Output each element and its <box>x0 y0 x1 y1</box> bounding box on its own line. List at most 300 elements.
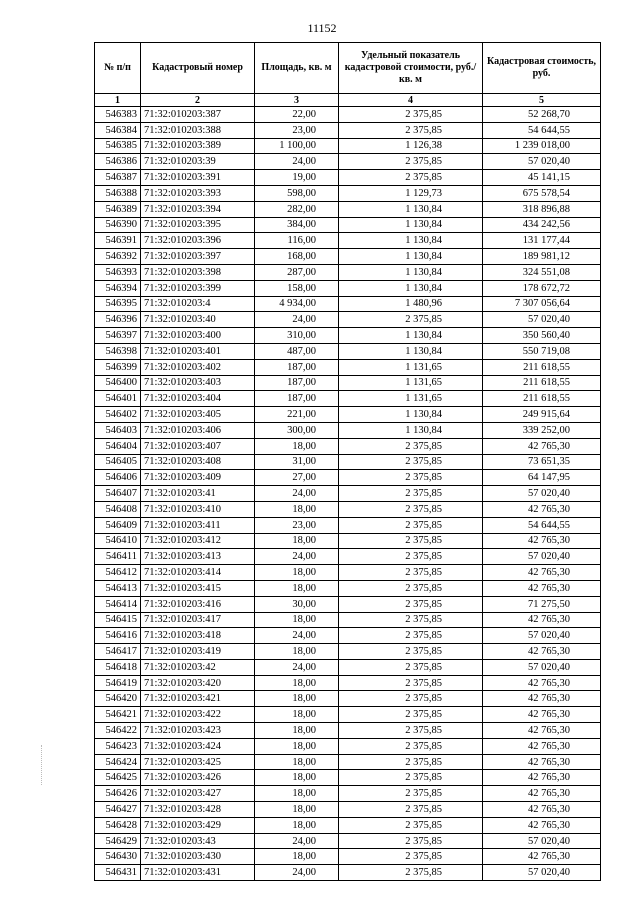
area-cell: 24,00 <box>255 549 339 565</box>
table-row <box>95 802 601 818</box>
column-number: 3 <box>255 94 339 107</box>
unit-value-cell: 2 375,85 <box>339 154 483 170</box>
table-row <box>95 249 601 265</box>
cadastral-number-cell: 71:32:010203:408 <box>141 454 255 470</box>
row-index-cell: 546407 <box>95 486 141 502</box>
cadastral-number-cell: 71:32:010203:403 <box>141 375 255 391</box>
cadastral-value-cell: 54 644,55 <box>483 517 601 533</box>
area-cell: 168,00 <box>255 249 339 265</box>
area-cell: 187,00 <box>255 359 339 375</box>
row-index-cell: 546386 <box>95 154 141 170</box>
area-cell: 24,00 <box>255 833 339 849</box>
area-cell: 18,00 <box>255 817 339 833</box>
cadastral-value-cell: 339 252,00 <box>483 422 601 438</box>
cadastral-value-cell: 42 765,30 <box>483 501 601 517</box>
area-cell: 187,00 <box>255 375 339 391</box>
unit-value-cell: 2 375,85 <box>339 533 483 549</box>
cadastral-value-cell: 211 618,55 <box>483 375 601 391</box>
row-index-cell: 546406 <box>95 470 141 486</box>
row-index-cell: 546421 <box>95 707 141 723</box>
table-row <box>95 738 601 754</box>
area-cell: 18,00 <box>255 533 339 549</box>
unit-value-cell: 1 130,84 <box>339 233 483 249</box>
area-cell: 487,00 <box>255 343 339 359</box>
row-index-cell: 546401 <box>95 391 141 407</box>
table-row <box>95 328 601 344</box>
cadastral-value-cell: 249 915,64 <box>483 407 601 423</box>
row-index-cell: 546390 <box>95 217 141 233</box>
unit-value-cell: 1 130,84 <box>339 328 483 344</box>
area-cell: 310,00 <box>255 328 339 344</box>
table-row <box>95 628 601 644</box>
unit-value-cell: 1 130,84 <box>339 343 483 359</box>
area-cell: 282,00 <box>255 201 339 217</box>
row-index-cell: 546418 <box>95 659 141 675</box>
cadastral-value-cell: 52 268,70 <box>483 107 601 123</box>
cadastral-value-cell: 131 177,44 <box>483 233 601 249</box>
page-number: 11152 <box>307 21 337 35</box>
area-cell: 18,00 <box>255 707 339 723</box>
column-number: 5 <box>483 94 601 107</box>
unit-value-cell: 2 375,85 <box>339 612 483 628</box>
header-index: № п/п <box>95 43 141 94</box>
margin-mark <box>41 745 43 785</box>
table-row <box>95 580 601 596</box>
cadastral-number-cell: 71:32:010203:430 <box>141 849 255 865</box>
area-cell: 31,00 <box>255 454 339 470</box>
cadastral-number-cell: 71:32:010203:395 <box>141 217 255 233</box>
cadastral-value-cell: 42 765,30 <box>483 644 601 660</box>
cadastral-number-cell: 71:32:010203:417 <box>141 612 255 628</box>
column-number: 1 <box>95 94 141 107</box>
column-number-row <box>95 94 601 107</box>
cadastral-number-cell: 71:32:010203:401 <box>141 343 255 359</box>
table-row <box>95 833 601 849</box>
header-row <box>95 43 601 94</box>
cadastral-value-cell: 42 765,30 <box>483 580 601 596</box>
cadastral-number-cell: 71:32:010203:389 <box>141 138 255 154</box>
area-cell: 18,00 <box>255 438 339 454</box>
unit-value-cell: 2 375,85 <box>339 580 483 596</box>
table-row <box>95 201 601 217</box>
table-row <box>95 233 601 249</box>
cadastral-number-cell: 71:32:010203:388 <box>141 122 255 138</box>
cadastral-number-cell: 71:32:010203:428 <box>141 802 255 818</box>
row-index-cell: 546430 <box>95 849 141 865</box>
unit-value-cell: 2 375,85 <box>339 170 483 186</box>
table-row <box>95 675 601 691</box>
table-row <box>95 185 601 201</box>
table-row <box>95 770 601 786</box>
cadastral-value-cell: 71 275,50 <box>483 596 601 612</box>
table-row <box>95 217 601 233</box>
row-index-cell: 546427 <box>95 802 141 818</box>
cadastral-number-cell: 71:32:010203:402 <box>141 359 255 375</box>
area-cell: 18,00 <box>255 565 339 581</box>
cadastral-number-cell: 71:32:010203:422 <box>141 707 255 723</box>
cadastral-value-cell: 42 765,30 <box>483 707 601 723</box>
row-index-cell: 546385 <box>95 138 141 154</box>
cadastral-value-cell: 42 765,30 <box>483 723 601 739</box>
row-index-cell: 546426 <box>95 786 141 802</box>
table-row <box>95 391 601 407</box>
unit-value-cell: 2 375,85 <box>339 470 483 486</box>
area-cell: 23,00 <box>255 122 339 138</box>
area-cell: 22,00 <box>255 107 339 123</box>
cadastral-value-cell: 189 981,12 <box>483 249 601 265</box>
cadastral-number-cell: 71:32:010203:426 <box>141 770 255 786</box>
unit-value-cell: 2 375,85 <box>339 833 483 849</box>
cadastral-value-cell: 57 020,40 <box>483 154 601 170</box>
cadastral-number-cell: 71:32:010203:404 <box>141 391 255 407</box>
row-index-cell: 546404 <box>95 438 141 454</box>
cadastral-value-cell: 42 765,30 <box>483 533 601 549</box>
area-cell: 116,00 <box>255 233 339 249</box>
table-body <box>95 107 601 881</box>
table-row <box>95 754 601 770</box>
area-cell: 18,00 <box>255 849 339 865</box>
column-number: 2 <box>141 94 255 107</box>
cadastral-value-cell: 57 020,40 <box>483 865 601 881</box>
row-index-cell: 546398 <box>95 343 141 359</box>
cadastral-number-cell: 71:32:010203:419 <box>141 644 255 660</box>
area-cell: 18,00 <box>255 754 339 770</box>
row-index-cell: 546399 <box>95 359 141 375</box>
row-index-cell: 546387 <box>95 170 141 186</box>
row-index-cell: 546396 <box>95 312 141 328</box>
unit-value-cell: 1 480,96 <box>339 296 483 312</box>
table-row <box>95 865 601 881</box>
row-index-cell: 546400 <box>95 375 141 391</box>
cadastral-number-cell: 71:32:010203:41 <box>141 486 255 502</box>
cadastral-number-cell: 71:32:010203:420 <box>141 675 255 691</box>
area-cell: 19,00 <box>255 170 339 186</box>
cadastral-value-cell: 318 896,88 <box>483 201 601 217</box>
cadastral-value-cell: 7 307 056,64 <box>483 296 601 312</box>
unit-value-cell: 2 375,85 <box>339 517 483 533</box>
table-row <box>95 501 601 517</box>
unit-value-cell: 2 375,85 <box>339 675 483 691</box>
area-cell: 18,00 <box>255 723 339 739</box>
table-row <box>95 296 601 312</box>
table-row <box>95 264 601 280</box>
cadastral-number-cell: 71:32:010203:424 <box>141 738 255 754</box>
table-row <box>95 170 601 186</box>
area-cell: 4 934,00 <box>255 296 339 312</box>
row-index-cell: 546414 <box>95 596 141 612</box>
row-index-cell: 546383 <box>95 107 141 123</box>
unit-value-cell: 1 130,84 <box>339 407 483 423</box>
cadastral-table <box>94 42 601 881</box>
row-index-cell: 546422 <box>95 723 141 739</box>
cadastral-number-cell: 71:32:010203:387 <box>141 107 255 123</box>
column-number: 4 <box>339 94 483 107</box>
table-row <box>95 122 601 138</box>
table-row <box>95 549 601 565</box>
cadastral-value-cell: 57 020,40 <box>483 549 601 565</box>
table-row <box>95 723 601 739</box>
cadastral-value-cell: 675 578,54 <box>483 185 601 201</box>
cadastral-value-cell: 42 765,30 <box>483 849 601 865</box>
row-index-cell: 546429 <box>95 833 141 849</box>
cadastral-number-cell: 71:32:010203:409 <box>141 470 255 486</box>
cadastral-value-cell: 42 765,30 <box>483 675 601 691</box>
cadastral-value-cell: 57 020,40 <box>483 628 601 644</box>
unit-value-cell: 2 375,85 <box>339 817 483 833</box>
table-row <box>95 454 601 470</box>
cadastral-number-cell: 71:32:010203:418 <box>141 628 255 644</box>
table-row <box>95 486 601 502</box>
row-index-cell: 546408 <box>95 501 141 517</box>
cadastral-number-cell: 71:32:010203:4 <box>141 296 255 312</box>
cadastral-number-cell: 71:32:010203:414 <box>141 565 255 581</box>
table-row <box>95 407 601 423</box>
cadastral-number-cell: 71:32:010203:396 <box>141 233 255 249</box>
area-cell: 24,00 <box>255 312 339 328</box>
cadastral-number-cell: 71:32:010203:412 <box>141 533 255 549</box>
area-cell: 30,00 <box>255 596 339 612</box>
cadastral-value-cell: 178 672,72 <box>483 280 601 296</box>
unit-value-cell: 2 375,85 <box>339 107 483 123</box>
cadastral-value-cell: 54 644,55 <box>483 122 601 138</box>
unit-value-cell: 2 375,85 <box>339 659 483 675</box>
row-index-cell: 546419 <box>95 675 141 691</box>
header-cadastral-number: Кадастровый номер <box>141 43 255 94</box>
row-index-cell: 546394 <box>95 280 141 296</box>
row-index-cell: 546391 <box>95 233 141 249</box>
table-row <box>95 596 601 612</box>
row-index-cell: 546416 <box>95 628 141 644</box>
table-row <box>95 359 601 375</box>
row-index-cell: 546412 <box>95 565 141 581</box>
area-cell: 18,00 <box>255 580 339 596</box>
table-row <box>95 644 601 660</box>
cadastral-value-cell: 42 765,30 <box>483 770 601 786</box>
cadastral-value-cell: 57 020,40 <box>483 659 601 675</box>
area-cell: 24,00 <box>255 628 339 644</box>
table-row <box>95 707 601 723</box>
row-index-cell: 546431 <box>95 865 141 881</box>
cadastral-value-cell: 45 141,15 <box>483 170 601 186</box>
cadastral-value-cell: 42 765,30 <box>483 738 601 754</box>
unit-value-cell: 1 131,65 <box>339 375 483 391</box>
cadastral-number-cell: 71:32:010203:398 <box>141 264 255 280</box>
table-row <box>95 691 601 707</box>
cadastral-number-cell: 71:32:010203:393 <box>141 185 255 201</box>
unit-value-cell: 2 375,85 <box>339 486 483 502</box>
area-cell: 287,00 <box>255 264 339 280</box>
unit-value-cell: 2 375,85 <box>339 754 483 770</box>
cadastral-value-cell: 42 765,30 <box>483 817 601 833</box>
row-index-cell: 546423 <box>95 738 141 754</box>
area-cell: 18,00 <box>255 675 339 691</box>
unit-value-cell: 1 129,73 <box>339 185 483 201</box>
table-row <box>95 154 601 170</box>
area-cell: 598,00 <box>255 185 339 201</box>
row-index-cell: 546402 <box>95 407 141 423</box>
row-index-cell: 546428 <box>95 817 141 833</box>
cadastral-number-cell: 71:32:010203:425 <box>141 754 255 770</box>
table-row <box>95 517 601 533</box>
table-row <box>95 470 601 486</box>
area-cell: 18,00 <box>255 501 339 517</box>
area-cell: 18,00 <box>255 786 339 802</box>
cadastral-value-cell: 42 765,30 <box>483 754 601 770</box>
row-index-cell: 546415 <box>95 612 141 628</box>
cadastral-number-cell: 71:32:010203:397 <box>141 249 255 265</box>
unit-value-cell: 1 130,84 <box>339 280 483 296</box>
unit-value-cell: 2 375,85 <box>339 565 483 581</box>
unit-value-cell: 2 375,85 <box>339 849 483 865</box>
header-area: Площадь, кв. м <box>255 43 339 94</box>
cadastral-value-cell: 57 020,40 <box>483 486 601 502</box>
cadastral-number-cell: 71:32:010203:406 <box>141 422 255 438</box>
unit-value-cell: 2 375,85 <box>339 628 483 644</box>
table-row <box>95 565 601 581</box>
row-index-cell: 546403 <box>95 422 141 438</box>
row-index-cell: 546425 <box>95 770 141 786</box>
cadastral-number-cell: 71:32:010203:427 <box>141 786 255 802</box>
area-cell: 23,00 <box>255 517 339 533</box>
cadastral-value-cell: 211 618,55 <box>483 359 601 375</box>
row-index-cell: 546388 <box>95 185 141 201</box>
cadastral-value-cell: 73 651,35 <box>483 454 601 470</box>
row-index-cell: 546410 <box>95 533 141 549</box>
cadastral-value-cell: 64 147,95 <box>483 470 601 486</box>
cadastral-value-cell: 434 242,56 <box>483 217 601 233</box>
cadastral-number-cell: 71:32:010203:415 <box>141 580 255 596</box>
row-index-cell: 546409 <box>95 517 141 533</box>
cadastral-number-cell: 71:32:010203:423 <box>141 723 255 739</box>
unit-value-cell: 2 375,85 <box>339 312 483 328</box>
area-cell: 384,00 <box>255 217 339 233</box>
area-cell: 24,00 <box>255 154 339 170</box>
unit-value-cell: 1 131,65 <box>339 391 483 407</box>
cadastral-number-cell: 71:32:010203:400 <box>141 328 255 344</box>
unit-value-cell: 1 130,84 <box>339 264 483 280</box>
cadastral-number-cell: 71:32:010203:413 <box>141 549 255 565</box>
table-row <box>95 312 601 328</box>
unit-value-cell: 2 375,85 <box>339 644 483 660</box>
table-row <box>95 438 601 454</box>
area-cell: 18,00 <box>255 770 339 786</box>
area-cell: 18,00 <box>255 691 339 707</box>
cadastral-number-cell: 71:32:010203:394 <box>141 201 255 217</box>
area-cell: 18,00 <box>255 612 339 628</box>
cadastral-number-cell: 71:32:010203:410 <box>141 501 255 517</box>
area-cell: 1 100,00 <box>255 138 339 154</box>
cadastral-number-cell: 71:32:010203:411 <box>141 517 255 533</box>
row-index-cell: 546420 <box>95 691 141 707</box>
unit-value-cell: 1 131,65 <box>339 359 483 375</box>
unit-value-cell: 1 130,84 <box>339 249 483 265</box>
unit-value-cell: 2 375,85 <box>339 738 483 754</box>
cadastral-number-cell: 71:32:010203:39 <box>141 154 255 170</box>
cadastral-number-cell: 71:32:010203:416 <box>141 596 255 612</box>
row-index-cell: 546413 <box>95 580 141 596</box>
row-index-cell: 546389 <box>95 201 141 217</box>
unit-value-cell: 2 375,85 <box>339 802 483 818</box>
unit-value-cell: 2 375,85 <box>339 501 483 517</box>
cadastral-number-cell: 71:32:010203:391 <box>141 170 255 186</box>
unit-value-cell: 2 375,85 <box>339 438 483 454</box>
header-cadastral-value: Кадастровая стоимость, руб. <box>483 43 601 94</box>
table-row <box>95 849 601 865</box>
row-index-cell: 546397 <box>95 328 141 344</box>
cadastral-value-cell: 42 765,30 <box>483 565 601 581</box>
unit-value-cell: 2 375,85 <box>339 707 483 723</box>
unit-value-cell: 2 375,85 <box>339 122 483 138</box>
unit-value-cell: 2 375,85 <box>339 770 483 786</box>
cadastral-number-cell: 71:32:010203:407 <box>141 438 255 454</box>
unit-value-cell: 2 375,85 <box>339 454 483 470</box>
row-index-cell: 546411 <box>95 549 141 565</box>
cadastral-number-cell: 71:32:010203:405 <box>141 407 255 423</box>
unit-value-cell: 2 375,85 <box>339 865 483 881</box>
cadastral-value-cell: 42 765,30 <box>483 612 601 628</box>
unit-value-cell: 1 130,84 <box>339 201 483 217</box>
cadastral-value-cell: 57 020,40 <box>483 833 601 849</box>
table-row <box>95 280 601 296</box>
cadastral-number-cell: 71:32:010203:43 <box>141 833 255 849</box>
cadastral-value-cell: 1 239 018,00 <box>483 138 601 154</box>
cadastral-value-cell: 57 020,40 <box>483 312 601 328</box>
cadastral-number-cell: 71:32:010203:40 <box>141 312 255 328</box>
table-row <box>95 138 601 154</box>
area-cell: 18,00 <box>255 738 339 754</box>
cadastral-value-cell: 42 765,30 <box>483 691 601 707</box>
cadastral-value-cell: 42 765,30 <box>483 438 601 454</box>
area-cell: 221,00 <box>255 407 339 423</box>
area-cell: 24,00 <box>255 659 339 675</box>
cadastral-value-cell: 42 765,30 <box>483 786 601 802</box>
table-row <box>95 533 601 549</box>
cadastral-number-cell: 71:32:010203:429 <box>141 817 255 833</box>
row-index-cell: 546424 <box>95 754 141 770</box>
area-cell: 300,00 <box>255 422 339 438</box>
cadastral-number-cell: 71:32:010203:399 <box>141 280 255 296</box>
table-row <box>95 375 601 391</box>
unit-value-cell: 2 375,85 <box>339 596 483 612</box>
unit-value-cell: 2 375,85 <box>339 723 483 739</box>
cadastral-value-cell: 42 765,30 <box>483 802 601 818</box>
cadastral-value-cell: 324 551,08 <box>483 264 601 280</box>
table-row <box>95 612 601 628</box>
area-cell: 18,00 <box>255 802 339 818</box>
area-cell: 24,00 <box>255 865 339 881</box>
row-index-cell: 546393 <box>95 264 141 280</box>
cadastral-value-cell: 211 618,55 <box>483 391 601 407</box>
row-index-cell: 546395 <box>95 296 141 312</box>
unit-value-cell: 2 375,85 <box>339 691 483 707</box>
table-row <box>95 786 601 802</box>
unit-value-cell: 1 130,84 <box>339 422 483 438</box>
area-cell: 187,00 <box>255 391 339 407</box>
row-index-cell: 546392 <box>95 249 141 265</box>
area-cell: 18,00 <box>255 644 339 660</box>
area-cell: 24,00 <box>255 486 339 502</box>
unit-value-cell: 2 375,85 <box>339 549 483 565</box>
table-row <box>95 422 601 438</box>
unit-value-cell: 1 130,84 <box>339 217 483 233</box>
table-row <box>95 107 601 123</box>
table-row <box>95 343 601 359</box>
unit-value-cell: 1 126,38 <box>339 138 483 154</box>
table-row <box>95 659 601 675</box>
header-unit-value: Удельный показатель кадастровой стоимости, руб./кв. м <box>339 43 483 94</box>
cadastral-number-cell: 71:32:010203:421 <box>141 691 255 707</box>
table-row <box>95 817 601 833</box>
